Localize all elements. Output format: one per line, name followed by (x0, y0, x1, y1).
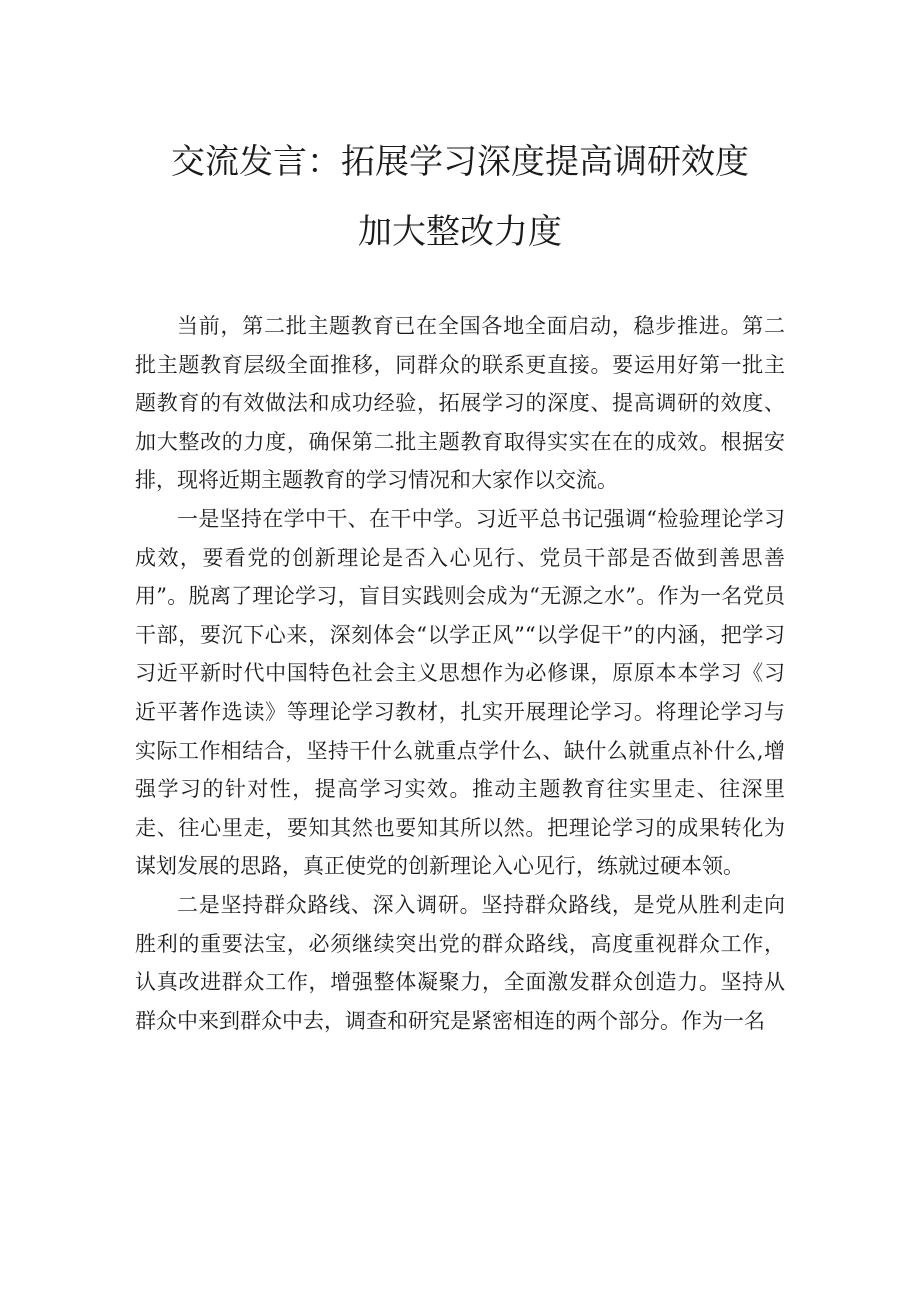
paragraph-point-two: 二是坚持群众路线、深入调研。坚持群众路线，是党从胜利走向胜利的重要法宝，必须继续突出党的群众路线，高度重视群众工作，认真改进群众工作，增强整体凝聚力，全面激发群众创造力。坚持从群众中来到群众中去，调查和研究是紧密相连的两个部分。作为一名 (135, 892, 785, 1033)
document-title-line-1: 交流发言：拓展学习深度提高调研效度 (171, 142, 749, 182)
paragraph-intro: 当前，第二批主题教育已在全国各地全面启动，稳步推进。第二批主题教育层级全面推移，同群众的联系更直接。要运用好第一批主题教育的有效做法和成功经验，拓展学习的深度、提高调研的效度、加大整改的力度，确保第二批主题教育取得实实在在的成效。根据安排，现将近期主题教育的学习情况和大家作以交流。 (135, 314, 785, 493)
document-title-line-2: 加大整改力度 (358, 212, 562, 252)
document-body (135, 307, 785, 1040)
paragraph-point-one: 一是坚持在学中干、在干中学。习近平总书记强调“检验理论学习成效，要看党的创新理论是否入心见行、党员干部是否做到善思善用”。脱离了理论学习，盲目实践则会成为“无源之水”。作为一名党员干部，要沉下心来，深刻体会“以学正风”“以学促干”的内涵，把学习习近平新时代中国特色社会主义思想作为必修课，原原本本学习《习近平著作选读》等理论学习教材，扎实开展理论学习。将理论学习与实际工作相结合，坚持干什么就重点学什么、缺什么就重点补什么,增强学习的针对性，提高学习实效。推动主题教育往实里走、往深里走、往心里走，要知其然也要知其所以然。把理论学习的成果转化为谋划发展的思路，真正使党的创新理论入心见行，练就过硬本领。 (135, 506, 785, 879)
